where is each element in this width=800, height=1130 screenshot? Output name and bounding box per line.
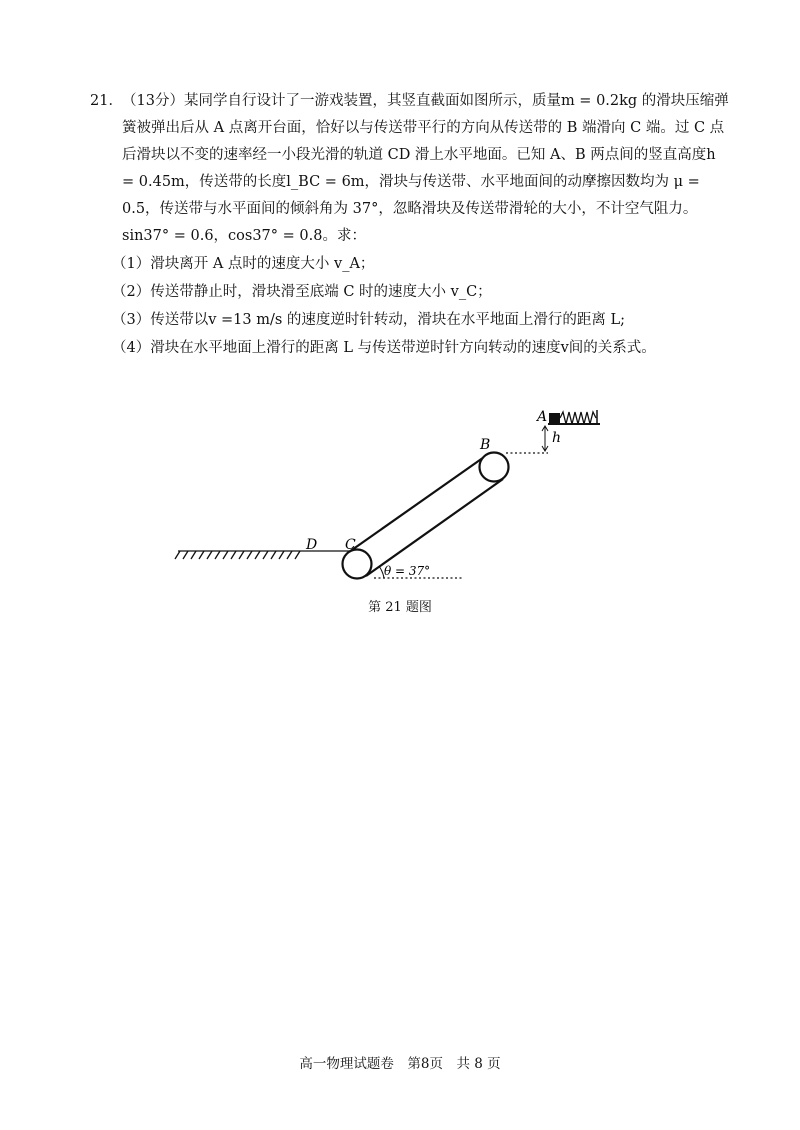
bottom-pulley: [343, 550, 372, 579]
spring: [560, 412, 596, 424]
page-footer: 高一物理试题卷 第8页 共 8 页: [299, 1056, 501, 1072]
question-3: （3）传送带以v =13 m/s 的速度逆时针转动，滑块在水平地面上滑行的距离 L;: [112, 312, 626, 328]
problem-stem-text: （13分）某同学自行设计了一游戏装置，其竖直截面如图所示，质量m = 0.2kg 的滑块压缩弹簧被弹出后从 A 点离开台面，恰好以与传送带平行的方向从传送带的 B 端滑向 C 端。过 C 点后滑块以不变的速率经一小段光滑的轨道 CD 滑上水平地面。已知 A、B 两点间的竖直高度h = 0.45m，传送带的长度l_BC = 6m，滑块与传送带、水平地面间的动摩擦因数均为 μ = 0.5，传送带与水平面间的倾斜角为 37°，忽略滑块及传送带滑轮的大小，不计空气阻力。sin37° = 0.6，cos37° = 0.8。求：: [122, 93, 729, 244]
label-c: C: [345, 537, 356, 553]
slider-block: [549, 413, 560, 424]
angle-label: θ = 37°: [384, 564, 431, 578]
conveyor-belt: [343, 453, 509, 579]
ground: [175, 551, 354, 559]
launcher: [548, 410, 600, 425]
figure-caption: 第 21 题图: [368, 600, 432, 615]
label-a: A: [537, 409, 548, 425]
problem-number: 21．: [90, 93, 123, 109]
label-h: h: [552, 430, 562, 446]
top-pulley: [480, 453, 509, 482]
height-arrow: [542, 426, 548, 451]
label-d: D: [306, 537, 318, 553]
question-4: （4）滑块在水平地面上滑行的距离 L 与传送带逆时针方向转动的速度v间的关系式。: [112, 340, 656, 356]
label-b: B: [480, 437, 491, 453]
question-1: （1）滑块离开 A 点时的速度大小 v_A；: [112, 256, 375, 272]
question-2: （2）传送带静止时，滑块滑至底端 C 时的速度大小 v_C；: [112, 284, 492, 300]
